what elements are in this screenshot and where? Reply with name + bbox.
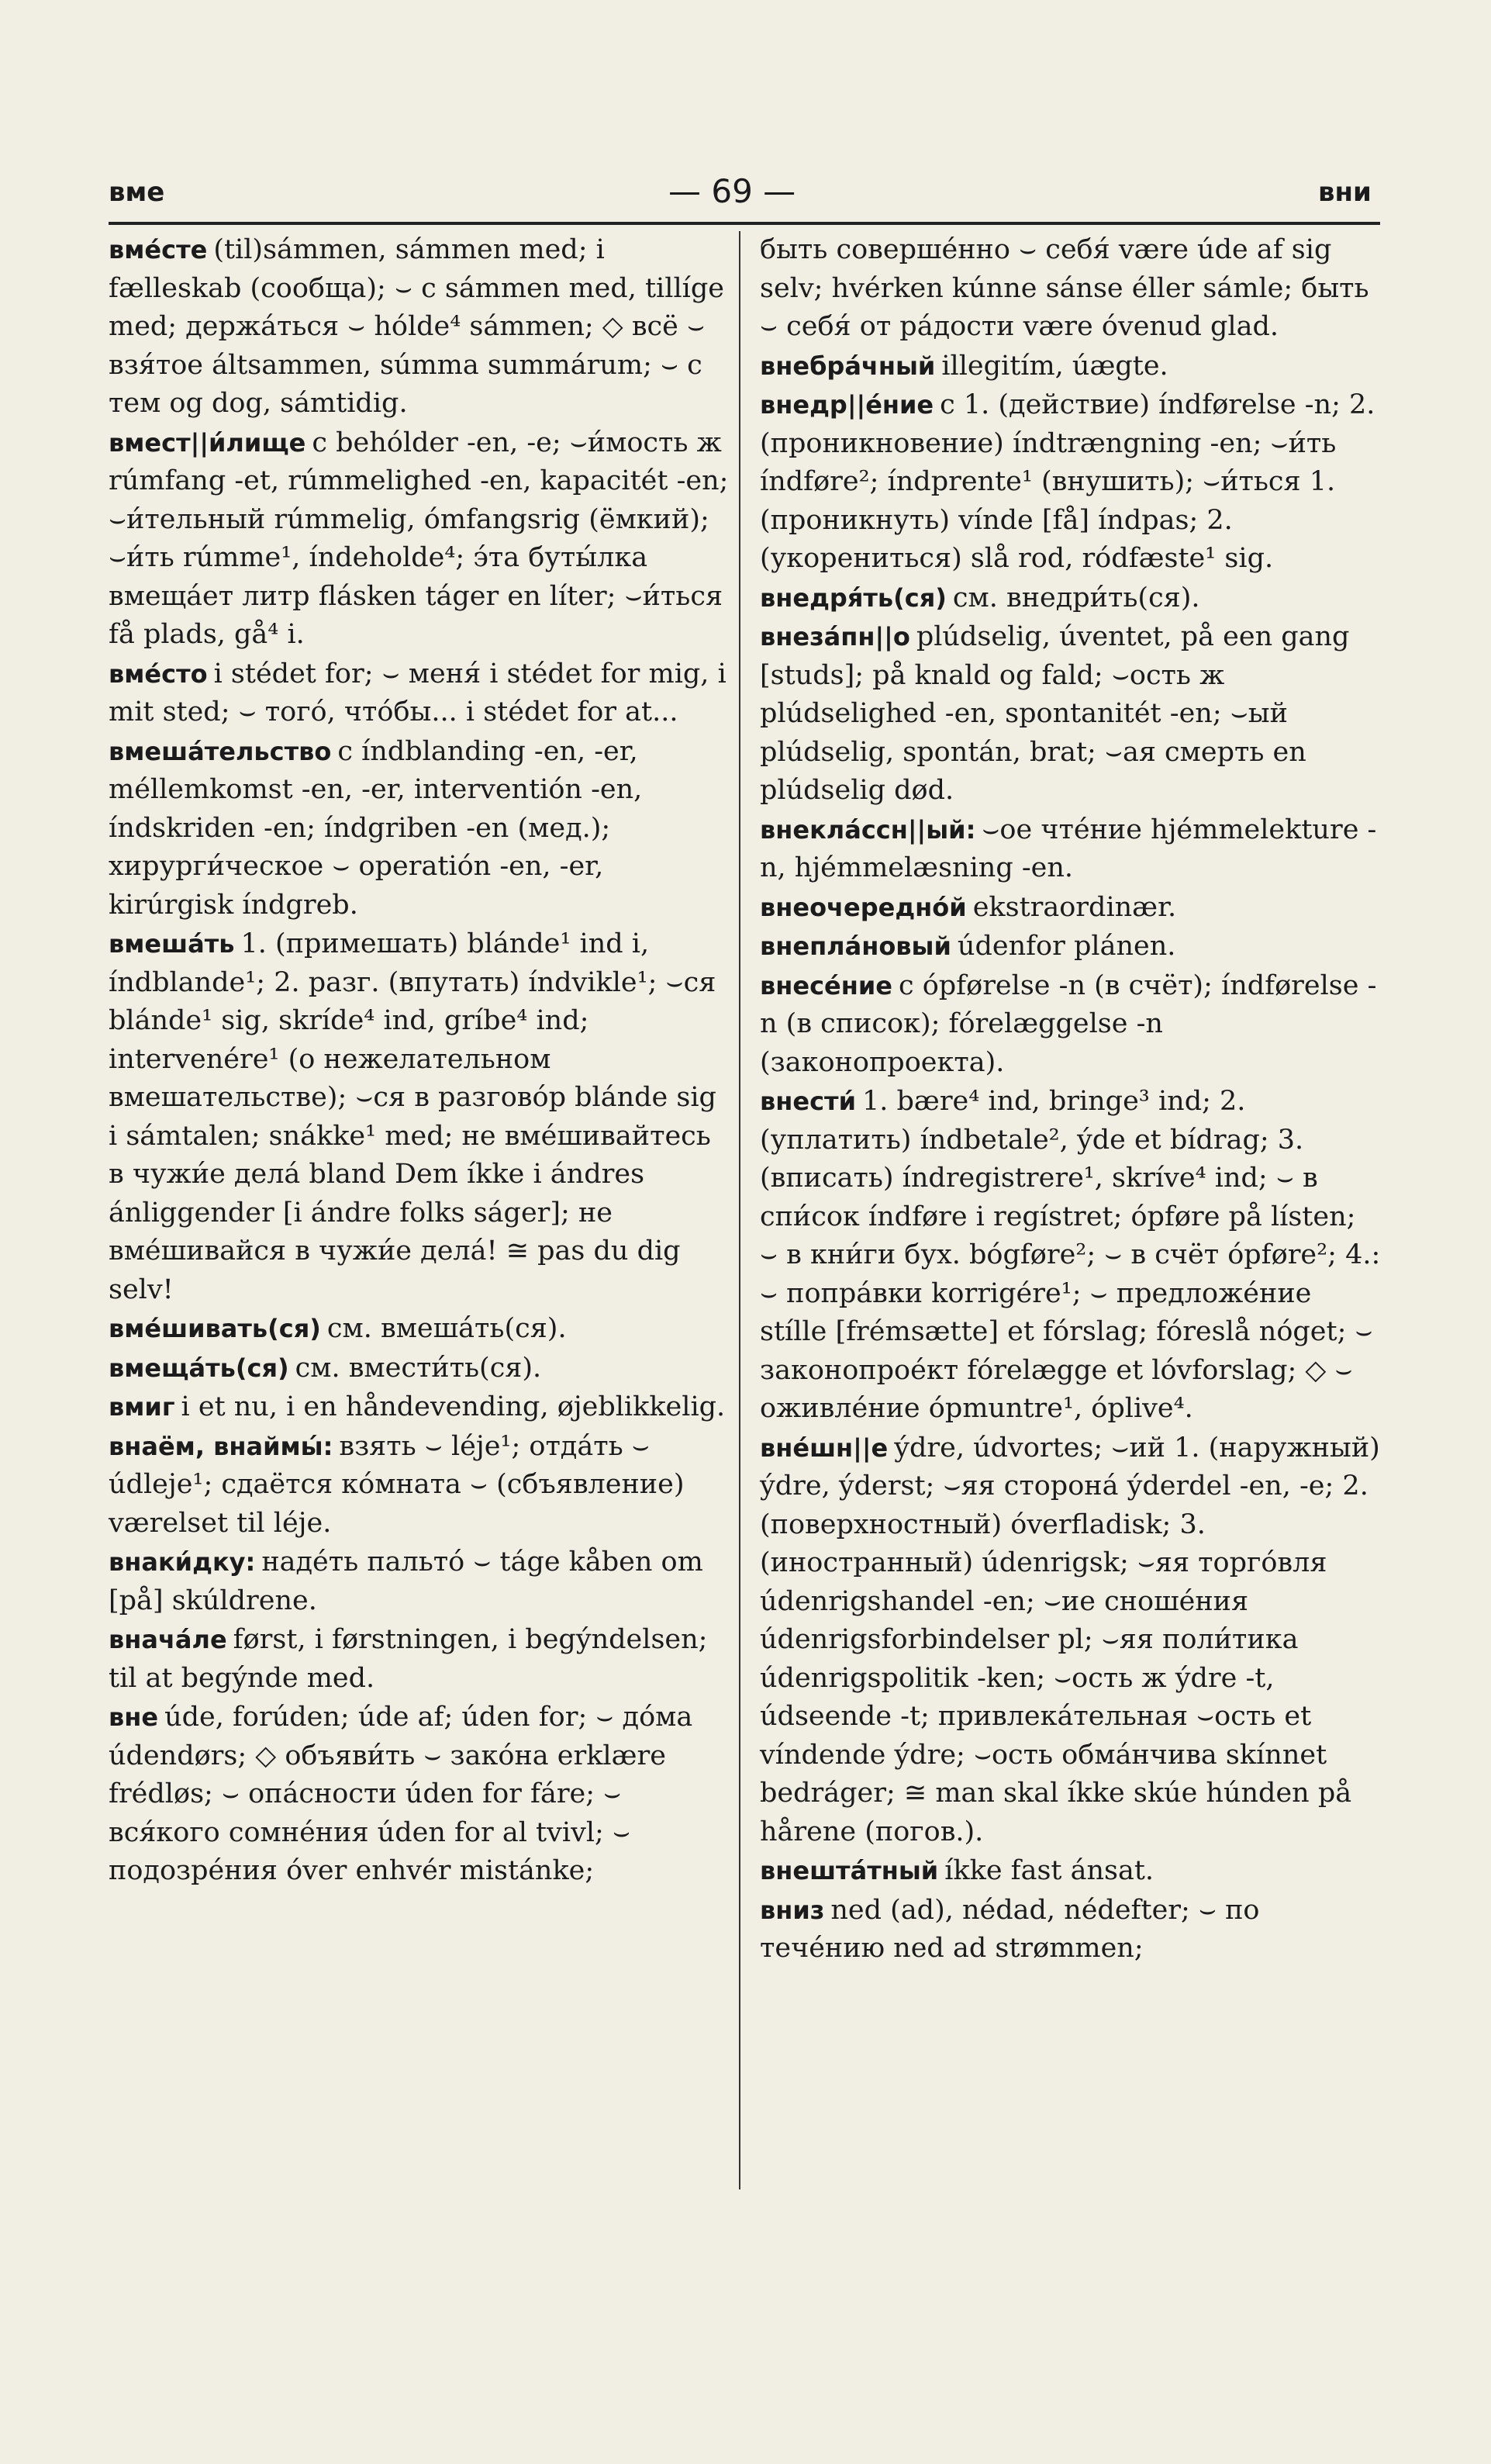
dictionary-entry — [760, 928, 1382, 966]
entry-definition: см. вмести́ть(ся). — [295, 1352, 542, 1384]
dictionary-entry — [760, 1429, 1382, 1852]
right-column — [760, 231, 1382, 1969]
dictionary-entry — [109, 925, 730, 1309]
entry-headword: вмест||и́лище — [109, 427, 306, 458]
entry-definition: 1. bære⁴ ind, bringe³ ind; 2. (уплатить) índbetale², ýde et bídrag; 3. (вписать) índregistrere¹, skríve⁴ ind; ⌣ в спи́сок índføre i regístret; ópføre på lísten; ⌣ в кни́ги бух. bógføre²; ⌣ в счёт ópføre²; 4.: ⌣ попра́вки korrigére¹; ⌣ предложе́ние stílle [frémsætte] et fórslag; fóreslå nóget; ⌣ законопрое́кт fórelægge et lóvforslag; ◇ ⌣ оживле́ние óрmuntre¹, óplive⁴. — [760, 1086, 1381, 1424]
dictionary-entry — [109, 733, 730, 925]
dictionary-entry — [760, 347, 1382, 386]
entry-definition: úde, forúden; úde af; úden for; ⌣ до́ма údendørs; ◇ объяви́ть ⌣ зако́на erklære frédløs; ⌣ опа́сности úden for fáre; ⌣ вся́кого сомне́ния úden for al tvivl; ⌣ подозре́ния óver enhvér mistánke; — [109, 1702, 693, 1886]
entry-headword: внебра́чный — [760, 351, 936, 381]
header-right-headword: вни — [1318, 177, 1372, 208]
dictionary-entry — [760, 1852, 1382, 1891]
entry-headword: внепла́новый — [760, 931, 951, 961]
entry-definition: illegitím, úægte. — [941, 350, 1168, 382]
entry-definition: údenfor plánen. — [957, 931, 1176, 962]
entry-headword: вмéсто — [109, 658, 208, 689]
entry-headword: внеза́пн||о — [760, 622, 910, 651]
dictionary-entry — [760, 1892, 1382, 1968]
entry-definition: см. внедри́ть(ся). — [952, 582, 1200, 613]
entry-definition: взять ⌣ léje¹; отда́ть ⌣ údleje¹; сдаётся ко́мната ⌣ (сбъявление) værelset til léje. — [109, 1430, 685, 1539]
dictionary-entry — [760, 811, 1382, 888]
entry-headword: внеочередно́й — [760, 892, 967, 922]
entry-headword: внекла́ссн||ый: — [760, 814, 976, 845]
entry-definition: быть соверше́нно ⌣ себя́ være úde af sig selv; hvérken kúnne sánse éller sámle; быть ⌣ себя́ от ра́дости være óvenud glad. — [760, 234, 1369, 342]
entry-definition: наде́ть пальто́ ⌣ táge kåben om [på] skúldrene. — [109, 1546, 703, 1616]
entry-definition: с behólder -en, -e; ⌣и́мость ж rúmfang -et, rúmmelighed -en, kapacitét -en; ⌣и́тельный rúmmelig, ómfangsrig (ёмкий); ⌣и́ть rúmme¹, índeholde⁴; э́та буты́лка вмеща́ет литр flásken táger en líter; ⌣и́ться få plads, gå⁴ i. — [109, 427, 729, 650]
dictionary-entry — [760, 967, 1382, 1083]
entry-definition: (til)sámmen, sámmen med; i fælleskab (сообща); ⌣ с sámmen med, tillíge med; держáться ⌣ hólde⁴ sámmen; ◇ всё ⌣ взя́тое áltsammen, súmma summárum; ⌣ с тем og dog, sámtidig. — [109, 234, 724, 419]
page-header — [0, 0, 1491, 233]
entry-headword: вмиг — [109, 1392, 175, 1422]
entry-definition: ned (ad), nédad, nédefter; ⌣ по тече́нию ned ad strømmen; — [760, 1894, 1260, 1964]
dictionary-entry — [109, 1543, 730, 1620]
column-divider — [739, 231, 740, 2189]
dictionary-entry — [109, 231, 730, 423]
dictionary-entry — [109, 1349, 730, 1388]
entry-headword: внешта́тный — [760, 1856, 939, 1885]
entry-definition: с índblanding -en, -er, méllemkomst -en, -er, interventión -en, índskriden -en; índgriben -en (мед.); хирурги́ческое ⌣ operatión -en, -er, kirúrgisk índgreb. — [109, 735, 643, 921]
entry-headword: вниз — [760, 1895, 825, 1925]
entry-headword: вмеша́тельство — [109, 736, 332, 766]
dictionary-entry — [109, 1428, 730, 1543]
entry-headword: внаём, внаймы́: — [109, 1431, 333, 1461]
header-left-headword: вме — [109, 177, 165, 208]
entry-definition: først, i førstningen, i begýndelsen; til at begýnde med. — [109, 1624, 708, 1694]
dictionary-entry — [760, 386, 1382, 579]
entry-headword: вмеща́ть(ся) — [109, 1353, 289, 1383]
header-rule — [109, 222, 1380, 225]
dictionary-entry — [109, 655, 730, 732]
entry-headword: внесе́ние — [760, 970, 892, 1000]
page-number: — 69 — — [668, 172, 796, 210]
dictionary-entry — [109, 1621, 730, 1698]
entry-headword: вмéшивать(ся) — [109, 1314, 321, 1343]
entry-headword: внедря́ть(ся) — [760, 582, 947, 613]
entry-headword: внести́ — [760, 1087, 856, 1116]
entry-headword: внаки́дку: — [109, 1547, 256, 1577]
entry-definition: íkke fast ánsat. — [944, 1855, 1154, 1886]
dictionary-entry — [109, 424, 730, 655]
entry-headword: внедр||е́ние — [760, 390, 934, 420]
dictionary-entry — [760, 579, 1382, 618]
entry-definition: ýdre, údvortes; ⌣ий 1. (наружный) ýdre, ýderst; ⌣яя сторона́ ýderdel -en, -e; 2. (поверхностный) óverfladisk; 3. (иностранный) údenrigsk; ⌣яя торго́вля údenrigshandel -en; ⌣ие сноше́ния údenrigsforbindelser pl; ⌣яя поли́тика údenrigspolitik -ken; ⌣ость ж ýdre -t, údseende -t; привлека́тельная ⌣ость et víndende ýdre; ⌣ость обма́нчива skínnet bedráger; ≅ man skal íkke skúe húnden på hårene (погов.). — [760, 1432, 1380, 1847]
dictionary-entry — [760, 231, 1382, 347]
entry-definition: 1. (примешать) blánde¹ ind i, índblande¹; 2. разг. (впутать) índvikle¹; ⌣ся blánde¹ sig, skríde⁴ ind, gríbe⁴ ind; intervenére¹ (о нежелательном вмешательстве); ⌣ся в разгово́р blánde sig i sámtalen; snákke¹ med; не вмéшивайтесь в чужи́е дела́ bland Dem íkke i ándres ánliggender [i ándre folks ságer]; не вмéшивайся в чужи́е дела́! ≅ pas du dig selv! — [109, 928, 716, 1305]
entry-definition: i et nu, i en håndevending, øjeblikkelig. — [181, 1391, 726, 1422]
entry-definition: с 1. (действие) índførelse -n; 2. (проникновение) índtrængning -en; ⌣и́ть índføre²; índprente¹ (внушить); ⌣и́ться 1. (проникнуть) vínde [få] índpas; 2. (укорениться) slå rod, ródfæste¹ sig. — [760, 389, 1375, 574]
entry-headword: вмеша́ть — [109, 929, 235, 959]
dictionary-entry — [760, 1083, 1382, 1429]
entry-definition: с ópførelse -n (в счёт); índførelse -n (в список); fórelæggelse -n (законопроекта). — [760, 969, 1377, 1078]
dictionary-entry — [760, 618, 1382, 810]
entry-definition: ⌣ое чте́ние hjémmelekture -n, hjémmelæsning -en. — [760, 814, 1377, 883]
dictionary-entry — [109, 1699, 730, 1891]
entry-definition: см. вмеша́ть(ся). — [326, 1313, 567, 1344]
entry-definition: i stédet for; ⌣ меня́ i stédet for mig, i mit sted; ⌣ того́, что́бы... i stédet for at... — [109, 658, 727, 727]
entry-headword: вмéсте — [109, 235, 208, 264]
entry-headword: внача́ле — [109, 1625, 227, 1654]
dictionary-entry — [109, 1310, 730, 1349]
entry-headword: вне́шн||е — [760, 1432, 889, 1463]
dictionary-entry — [760, 889, 1382, 928]
left-column — [109, 231, 730, 1892]
entry-headword: вне — [109, 1702, 159, 1732]
entry-definition: plúdselig, úventet, på een gang [studs]; på knald og fald; ⌣ость ж plúdselighed -en, spontanitét -en; ⌣ый plúdselig, spontán, brat; ⌣ая смерть en plúdselig død. — [760, 621, 1350, 806]
dictionary-entry — [109, 1388, 730, 1427]
entry-definition: ekstraordinær. — [972, 891, 1177, 923]
